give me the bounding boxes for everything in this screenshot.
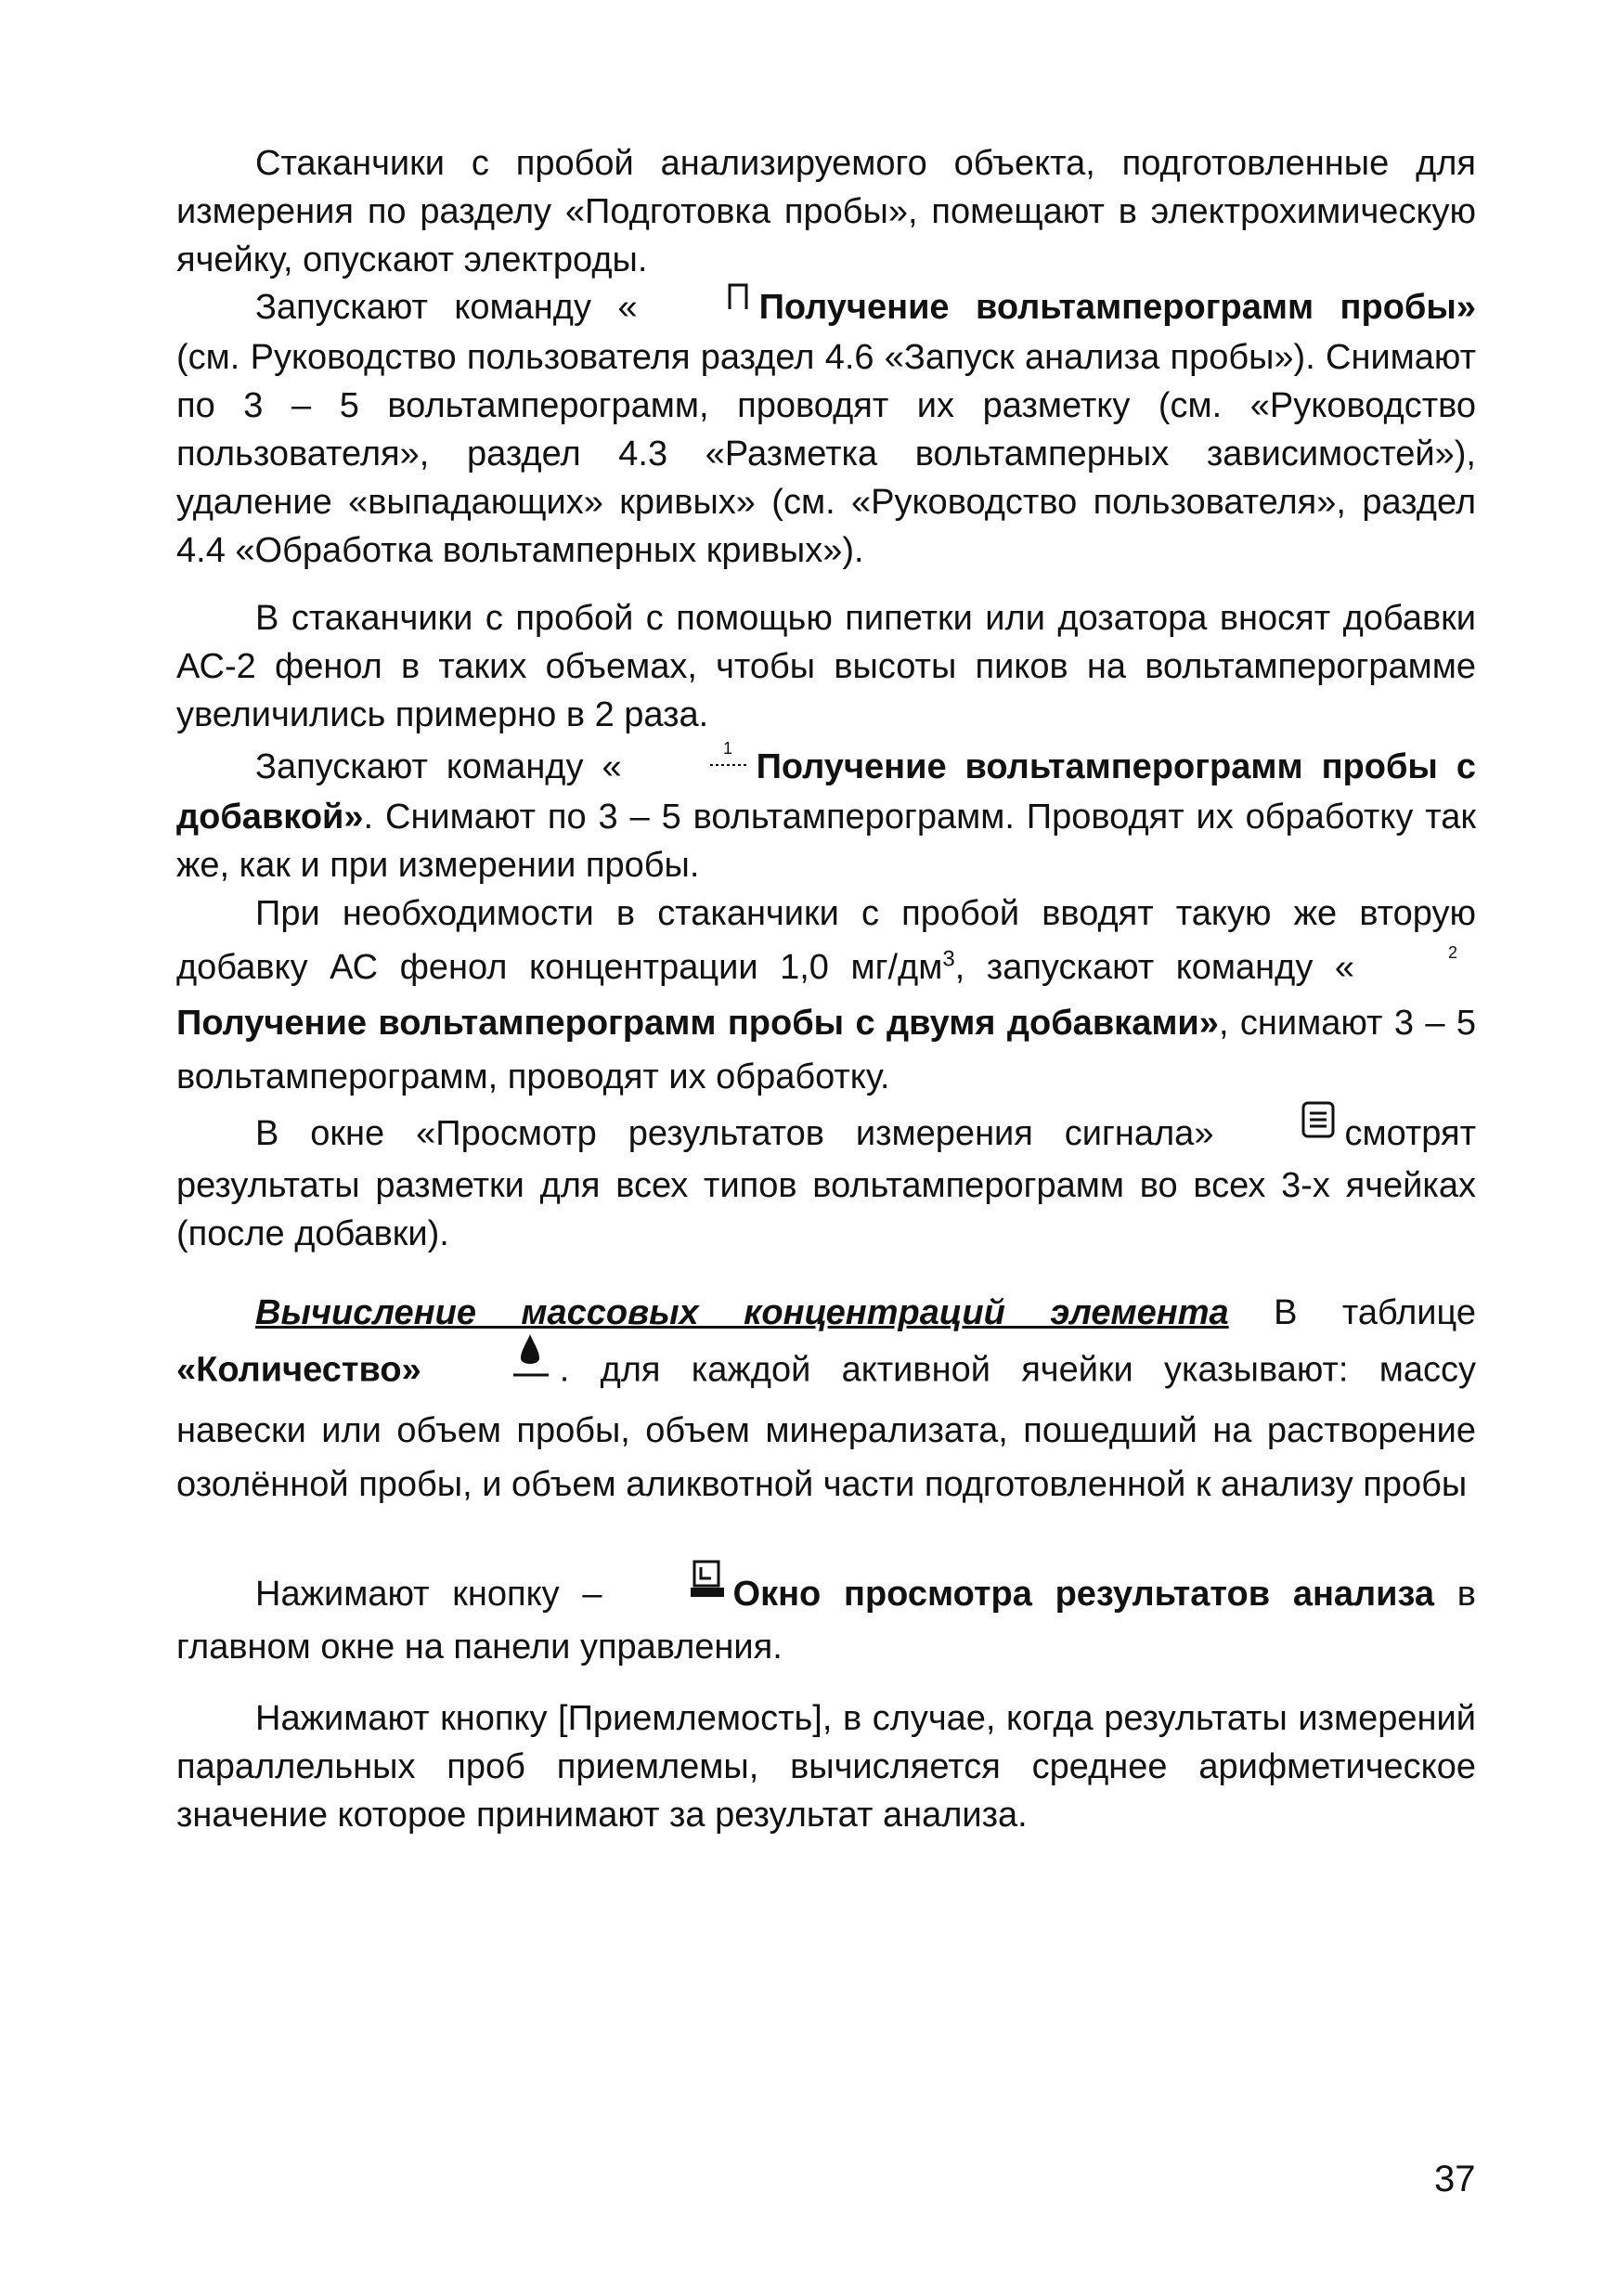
paragraph-text: Стаканчики с пробой анализируемого объекта, подготовленные для измерения по разделу «Подготовка пробы», помещают в электрохимическую ячейку, опускают электроды. bbox=[176, 144, 1476, 279]
quantity-flask-icon bbox=[429, 1330, 552, 1394]
command-name: Получение вольтамперограмм пробы с двумя добавками» bbox=[176, 1003, 1219, 1043]
analysis-results-window-icon bbox=[610, 1560, 726, 1614]
command-name: Получение вольтамперограмм пробы с добавкой» bbox=[176, 747, 1476, 837]
section-heading: Вычисление массовых концентраций элемента bbox=[255, 1293, 1229, 1332]
paragraph-text: смотрят результаты разметки для всех типов вольтамперограмм во всех 3-х ячейках (после добавки). bbox=[176, 1114, 1476, 1253]
paragraph-text: При необходимости в стаканчики с пробой вводят такую же вторую добавку АС фенол концентрации 1,0 мг/дм bbox=[176, 894, 1476, 987]
paragraph-add-additive bbox=[176, 594, 1476, 739]
paragraph-acceptability bbox=[176, 1694, 1476, 1839]
paragraph-run-with-additive bbox=[176, 738, 1476, 889]
paragraph-text: . для каждой активной ячейки указывают: массу навески или объем пробы, объем минерализата, пошедший на растворение озолённой пробы, и объем аликвотной части подготовленной к анализу пробы bbox=[176, 1350, 1476, 1504]
signal-results-icon bbox=[1221, 1100, 1337, 1152]
paragraph-text: , снимают 3 – 5 вольтамперограмм, проводят их обработку. bbox=[176, 1003, 1477, 1096]
paragraph-text: в главном окне на панели управления. bbox=[176, 1575, 1476, 1667]
two-additives-command-icon bbox=[1362, 933, 1469, 987]
sample-command-icon bbox=[645, 276, 752, 324]
paragraph-text: Запускают команду « bbox=[255, 747, 622, 786]
paragraph-text: Нажимают кнопку [Приемлемость], в случае, когда результаты измерений параллельных проб приемлемы, вычисляется среднее арифметическое значение которое принимают за результат анализа. bbox=[176, 1699, 1476, 1835]
page-number: 37 bbox=[1434, 2159, 1476, 2199]
paragraph-view-results bbox=[176, 1109, 1476, 1258]
paragraph-text: В окне «Просмотр результатов измерения сигнала» bbox=[255, 1114, 1214, 1154]
table-name: «Количество» bbox=[176, 1350, 421, 1390]
paragraph-mass-concentrations bbox=[176, 1286, 1476, 1511]
paragraph-text: В стаканчики с пробой с помощью пипетки или дозатора вносят добавки АС-2 фенол в таких объемах, чтобы высоты пиков на вольтамперограмме увеличились примерно в 2 раза. bbox=[176, 599, 1476, 734]
paragraph-run-sample bbox=[176, 283, 1476, 575]
paragraph-results-window bbox=[176, 1569, 1476, 1671]
svg-text:1: 1 bbox=[722, 738, 732, 758]
paragraph-second-additive bbox=[176, 887, 1476, 1104]
paragraph-text: Запускают команду « bbox=[255, 288, 638, 327]
command-name: Получение вольтамперограмм пробы» bbox=[758, 288, 1476, 327]
additive-command-icon bbox=[629, 735, 749, 784]
superscript: 3 bbox=[942, 946, 955, 972]
paragraph-text: В таблице bbox=[1228, 1293, 1476, 1332]
paragraph-text: , запускают команду « bbox=[954, 948, 1355, 987]
paragraph-intro bbox=[176, 139, 1476, 284]
button-name: Окно просмотра результатов анализа bbox=[732, 1575, 1435, 1615]
paragraph-text: (см. Руководство пользователя раздел 4.6 «Запуск анализа пробы»). Снимают по 3 – 5 вольтамперограмм, проводят их разметку (см. «Руководство пользователя», раздел 4.3 «Разметка вольтамперных зависимостей»), удаление «выпадающих» кривых» (см. «Руководство пользователя», раздел 4.4 «Обработка вольтамперных кривых»). bbox=[176, 337, 1476, 570]
paragraph-text: . Снимают по 3 – 5 вольтамперограмм. Проводят их обработку так же, как и при измерении пробы. bbox=[176, 797, 1476, 885]
svg-text:2: 2 bbox=[1448, 942, 1458, 962]
paragraph-text: Нажимают кнопку – bbox=[255, 1575, 602, 1615]
